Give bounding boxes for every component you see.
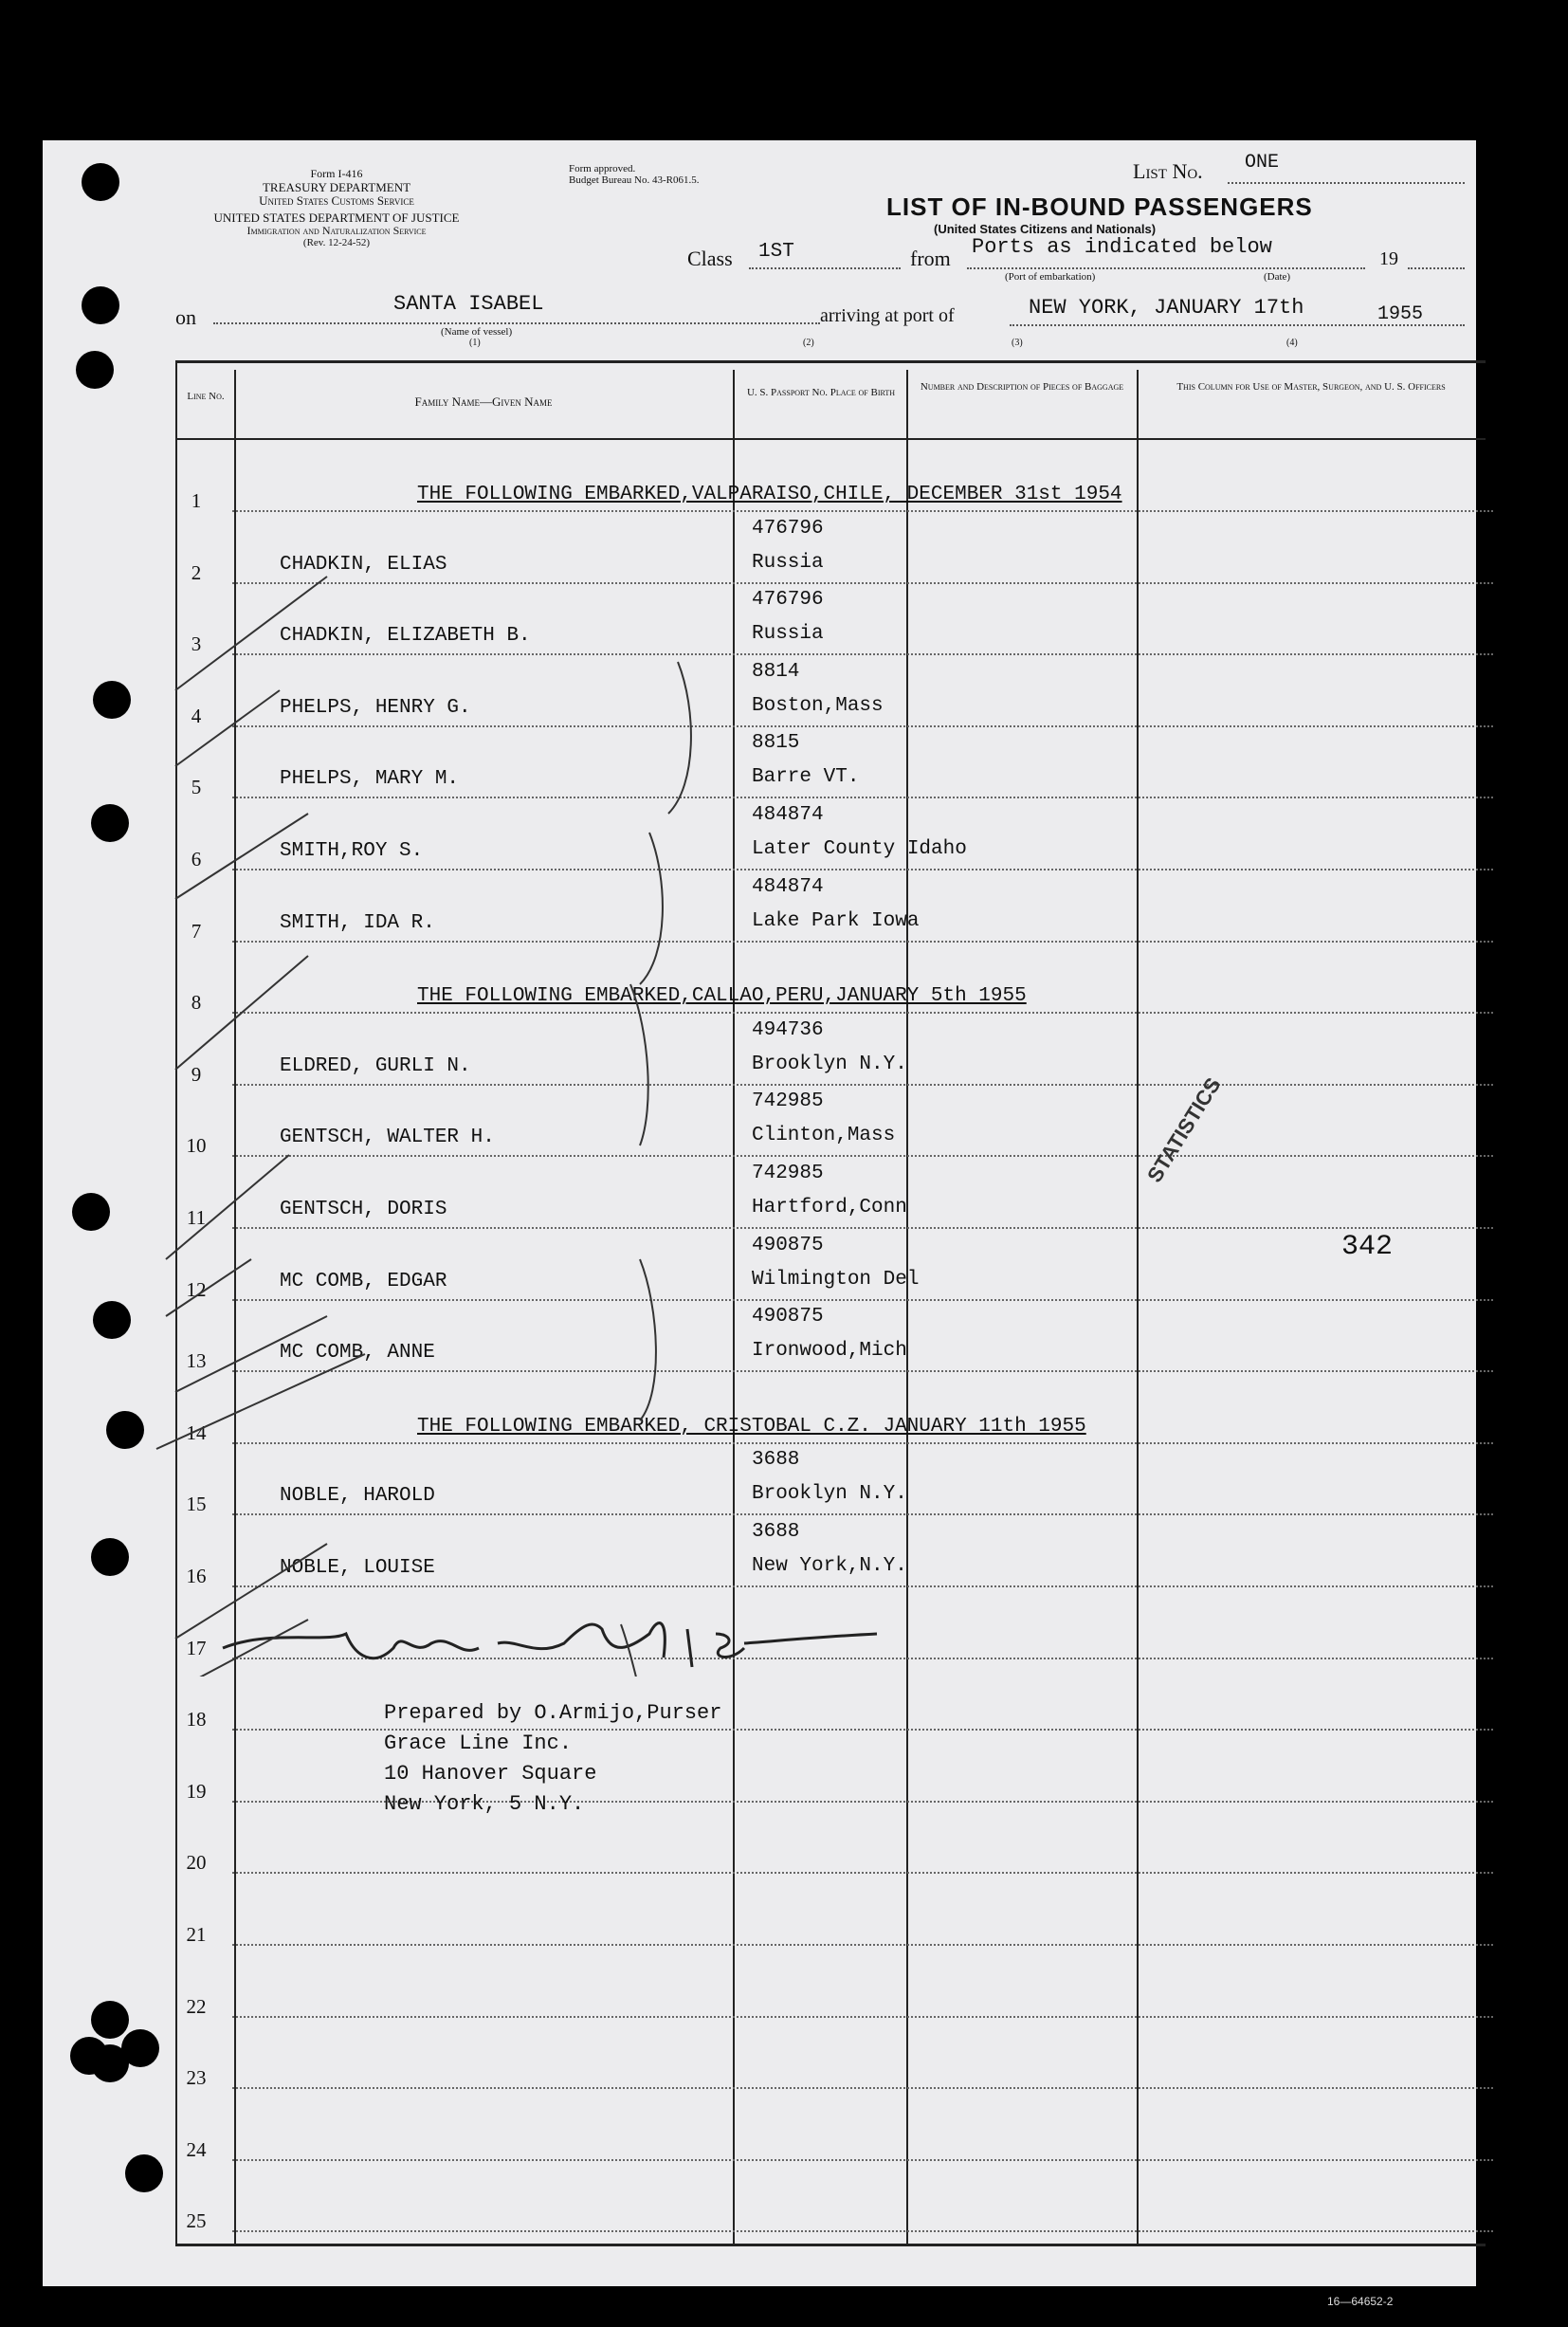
place-of-birth: Lake Park Iowa [752,909,920,932]
arriving-value: NEW YORK, JANUARY 17th [1029,296,1304,320]
passport-number: 484874 [752,804,824,826]
passport-number: 742985 [752,1090,824,1113]
line-number: 16 [186,1565,207,1587]
binder-hole [125,2154,163,2192]
col-divider-baggage [1137,370,1139,2244]
line-number: 7 [191,919,202,943]
passenger-name: NOBLE, HAROLD [280,1485,435,1508]
line-number: 17 [186,1636,207,1659]
binder-hole [70,2037,108,2075]
year-prefix-line [1408,267,1465,269]
binder-hole [91,2001,129,2039]
binder-hole [82,163,119,201]
annotation-marks [137,539,706,1677]
place-of-birth: Russia [752,551,824,574]
place-of-birth: Russia [752,623,824,646]
passenger-name: MC COMB, ANNE [280,1342,435,1365]
prepared-address: 10 Hanover Square [384,1762,597,1786]
passport-number: 476796 [752,517,824,540]
line-number: 18 [186,1708,207,1732]
line-number: 14 [186,1420,207,1444]
line-number: 11 [186,1206,207,1229]
port-caption: (Port of embarkation) [1005,271,1096,283]
arrival-year: 1955 [1377,303,1424,325]
list-no-label: List No. [1133,159,1203,183]
place-of-birth: Clinton,Mass [752,1125,896,1147]
passenger-name: PHELPS, HENRY G. [280,696,471,719]
binder-hole [72,1193,110,1231]
list-no-line [1228,182,1465,184]
place-of-birth: Wilmington Del [752,1268,920,1291]
binder-hole [93,1301,131,1339]
row-dotted-line [232,2016,1493,2018]
passport-number: 490875 [752,1234,824,1256]
from-label: from [910,247,951,270]
year-prefix: 19 [1379,248,1398,269]
col-header-baggage: Number and Description of Pieces of Baggage [920,381,1124,393]
caption-2: (2) [803,338,814,348]
col-header-line-no: Line No. [187,391,225,402]
passport-number: 742985 [752,1163,824,1184]
immigration-service: Immigration and Naturalization Service [246,224,427,237]
passport-number: 484874 [752,875,824,898]
arriving-label: arriving at port of [820,305,955,326]
line-number: 3 [191,632,202,656]
line-number: 6 [191,848,202,870]
line-number: 8 [191,991,202,1015]
on-label: on [175,305,196,329]
form-subtitle: (United States Citizens and Nationals) [934,222,1157,236]
caption-4: (4) [1286,338,1298,348]
form-approved: Form approved. [569,163,636,174]
binder-hole [106,1411,144,1449]
table-header-border [175,438,1486,440]
stamp-number: 342 [1341,1231,1394,1263]
form-sheet [43,140,1476,2286]
passenger-name: SMITH, IDA R. [280,911,435,934]
col-header-passport: U. S. Passport No. Place of Birth [746,387,896,398]
binder-hole [82,286,119,324]
budget-bureau: Budget Bureau No. 43-R061.5. [569,174,700,186]
customs-service: United States Customs Service [259,193,414,208]
class-line [749,267,901,269]
row-dotted-line [232,1944,1493,1946]
line-number: 23 [186,2066,207,2090]
row-dotted-line [232,2230,1493,2232]
row-dotted-line [232,1729,1493,1731]
table-top-border [175,360,1486,363]
passenger-name: GENTSCH, DORIS [280,1199,447,1220]
prepared-by: Prepared by O.Armijo,Purser [384,1701,722,1725]
line-number: 10 [186,1134,207,1158]
line-number: 12 [186,1277,207,1301]
list-no-value: ONE [1245,152,1280,174]
line-number: 19 [186,1779,207,1803]
place-of-birth: Ironwood,Mich [752,1340,907,1363]
binder-hole [121,2029,159,2067]
line-number: 20 [186,1851,207,1875]
passenger-name: GENTSCH, WALTER H. [280,1127,495,1149]
row-dotted-line [232,1872,1493,1874]
col-header-officers: This Column for Use of Master, Surgeon, and U. S. Officers [1176,381,1446,393]
col-divider-passport [906,370,908,2244]
passport-number: 3688 [752,1449,800,1472]
from-line [967,267,1365,269]
row-dotted-line [232,2159,1493,2161]
form-title: LIST OF IN-BOUND PASSENGERS [886,192,1313,221]
row-dotted-line [232,510,1493,512]
passenger-name: PHELPS, MARY M. [280,768,460,791]
statistics-stamp: STATISTICS [1142,1072,1226,1187]
passport-number: 490875 [752,1306,824,1328]
passport-number: 476796 [752,589,824,612]
table-bottom-border [175,2244,1486,2246]
place-of-birth: Hartford,Conn [752,1197,907,1218]
passport-number: 3688 [752,1521,800,1543]
line-number: 25 [186,2209,207,2233]
col-divider-name [733,370,735,2244]
caption-3: (3) [1012,338,1023,348]
from-value: Ports as indicated below [972,235,1272,259]
date-caption: (Date) [1264,271,1291,283]
binder-hole [76,351,114,389]
passenger-name: ELDRED, GURLI N. [280,1054,471,1077]
binder-hole [91,804,129,842]
line-number: 1 [191,489,202,512]
place-of-birth: Brooklyn N.Y. [752,1053,907,1075]
section-header: THE FOLLOWING EMBARKED,CALLAO,PERU,JANUARY 5th 1955 [417,985,1027,1008]
passport-number: 8814 [752,660,800,683]
revision: (Rev. 12-24-52) [302,237,371,248]
vessel-name: SANTA ISABEL [393,292,544,316]
line-number: 5 [191,776,202,799]
caption-1: (1) [469,338,481,348]
line-number: 13 [186,1349,207,1373]
line-number: 4 [191,704,202,727]
passenger-name: CHADKIN, ELIAS [280,553,447,576]
passenger-name: CHADKIN, ELIZABETH B. [280,625,531,648]
place-of-birth: Boston,Mass [752,694,884,717]
passport-number: 8815 [752,732,800,755]
line-number: 24 [186,2137,207,2161]
line-number: 22 [186,1994,207,2018]
place-of-birth: Barre VT. [752,766,860,789]
section-header: THE FOLLOWING EMBARKED,VALPARAISO,CHILE, DECEMBER 31st 1954 [417,484,1122,505]
line-number: 21 [186,1923,207,1946]
class-value: 1ST [758,241,794,263]
line-number: 2 [191,560,202,584]
place-of-birth: Later County Idaho [752,838,967,860]
vessel-caption: (Name of vessel) [441,326,513,338]
form-number: Form I-416 [310,167,363,180]
justice-dept: UNITED STATES DEPARTMENT OF JUSTICE [213,211,460,225]
passenger-name: MC COMB, EDGAR [280,1270,447,1292]
line-number: 15 [186,1493,207,1516]
passenger-name: SMITH,ROY S. [280,840,424,862]
class-label: Class [687,247,733,270]
passenger-name: NOBLE, LOUISE [280,1557,435,1579]
binder-hole [91,1538,129,1576]
passport-number: 494736 [752,1018,824,1041]
footer-code: 16—64652-2 [1327,2295,1394,2308]
prepared-city: New York, 5 N.Y. [384,1792,585,1816]
section-header: THE FOLLOWING EMBARKED, CRISTOBAL C.Z. JANUARY 11th 1955 [417,1415,1086,1438]
row-dotted-line [232,2087,1493,2089]
place-of-birth: New York,N.Y. [752,1555,907,1577]
vessel-line [213,322,820,324]
binder-hole [93,681,131,719]
line-number: 9 [191,1062,202,1086]
place-of-birth: Brooklyn N.Y. [752,1483,907,1506]
treasury-dept: TREASURY DEPARTMENT [262,180,411,194]
col-header-name: Family Name—Given Name [414,394,553,409]
arriving-line [1010,324,1465,326]
prepared-company: Grace Line Inc. [384,1732,573,1755]
